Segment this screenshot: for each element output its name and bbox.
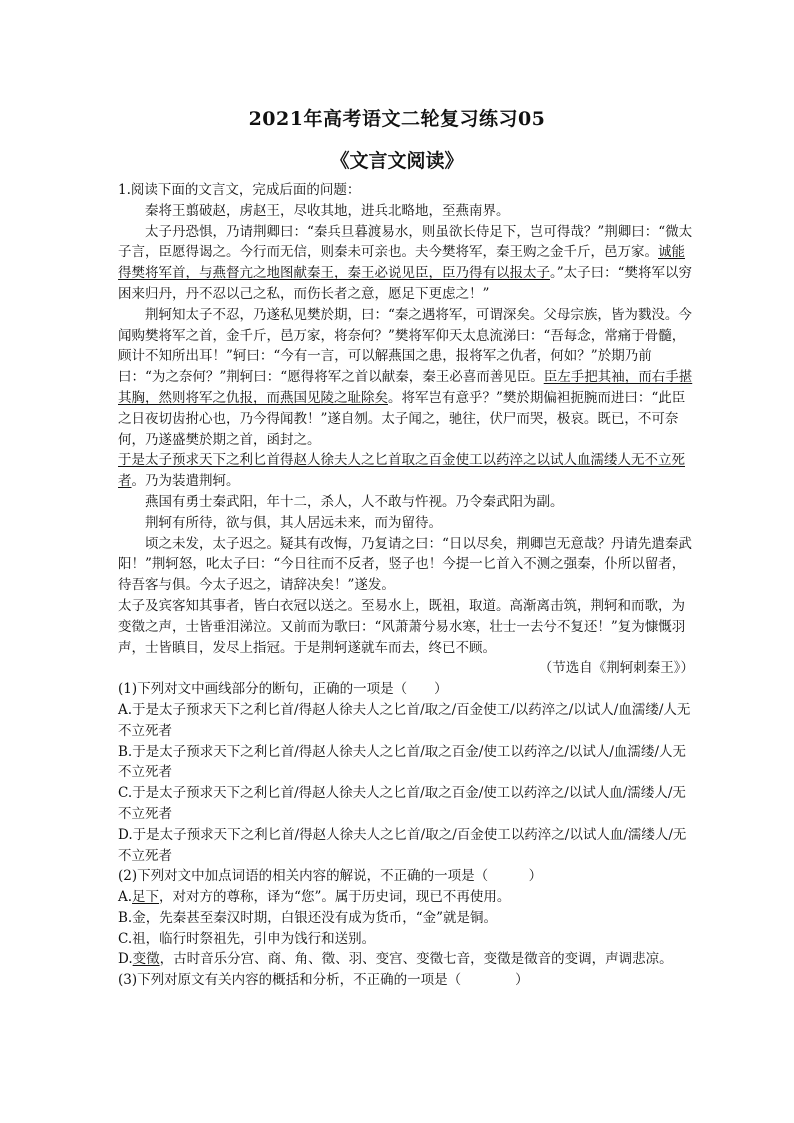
underlined-sentence-1: 诚能得樊将军首，与燕督亢之地图献秦王，秦王必说见臣，臣乃得有以报太子 [118,244,685,282]
subquestion-2-option-b: B.金，先秦甚至秦汉时期，白银还没有成为货币，“金”就是铜。 [118,909,498,926]
dotted-term: 变徵 [132,951,160,968]
passage-text: 。”太子曰：“樊将军以穷困来归丹，丹不忍以己之私，而伤长者之意，愿足下更虑之！” [118,265,693,302]
passage-paragraph-7: 顷之未发，太子迟之。疑其有改悔，乃复请之曰：“日以尽矣，荆卿岂无意哉？丹请先遣秦武阳！”荆轲怒，叱太子曰：“今日往而不反者，竖子也！今提一匕首入不测之强秦，仆所以留者，待吾客与俱。今太子迟之，请辞决矣！”遂发。 [118,535,692,594]
option-text: ，古时音乐分宫、商、角、徵、羽、变宫、变徵七音，变徵是徵音的变调，声调悲凉。 [159,951,673,968]
passage-paragraph-5: 燕国有勇士秦武阳，年十二，杀人，人不敢与忤视。乃令秦武阳为副。 [145,493,564,510]
document-content [118,180,698,991]
subquestion-1-option-a: A.于是太子预求天下之利匕首/得赵人徐夫人之匕首/取之/百金使工/以药淬之/以试人/血濡缕/人无不立死者 [118,701,691,739]
passage-text: 太子丹恐惧，乃请荆卿曰：“秦兵旦暮渡易水，则虽欲长侍足下，岂可得哉？”荆卿曰：“微太子言，臣愿得谒之。今行而无信，则秦未可亲也。夫今樊将军，秦王购之金千斤，邑万家。 [118,223,693,261]
passage-paragraph-2 [118,222,698,305]
subquestion-1-option-c: C.于是太子预求天下之利匕首/得赵人徐夫人之匕首/取之百金/使工以药淬之/以试人血/濡缕人/无不立死者 [118,785,686,822]
passage-paragraph-4 [118,450,698,492]
option-text: ，对对方的尊称，译为“您”。属于历史词，现已不再使用。 [159,889,511,906]
passage-paragraph-1: 秦将王翦破赵，虏赵王，尽收其地，进兵北略地，至燕南界。 [145,202,510,219]
page-subtitle: 《文言文阅读》 [330,150,464,172]
subquestion-2-option-a [118,887,698,908]
passage-text: 荆轲知太子不忍，乃遂私见樊於期，曰：“秦之遇将军，可谓深矣。父母宗族，皆为戮没。今闻购樊将军之首，金千斤，邑万家，将奈何？”樊将军仰天太息流涕曰：“吾每念，常痛于骨髓，顾计不知所出耳！”轲曰：“今有一言，可以解燕国之患，报将军之仇者，何如？”於期乃前曰：“为之奈何？”荆轲曰：“愿得将军之首以献秦，秦王必喜而善见臣。 [118,306,692,386]
question-prompt: 1.阅读下面的文言文，完成后面的问题： [118,182,361,198]
subquestion-2-option-d [118,949,698,970]
subquestion-2-option-c: C.祖，临行时祭祖先，引申为饯行和送别。 [118,930,376,947]
passage-text: 。乃为装遣荆轲。 [131,473,240,490]
option-letter: A. [118,889,133,906]
subquestion-1-option-b: B.于是太子预求天下之利匕首/得赵人徐夫人之匕首/取之百金/使工以药淬之/以试人/血濡缕/人无不立死者 [118,743,687,781]
passage-paragraph-3 [118,305,698,451]
underlined-sentence-3: 于是太子预求天下之利匕首得赵人徐夫人之匕首取之百金使工以药淬之以试人血濡缕人无不立死者 [118,452,685,490]
passage-paragraph-6: 荆轲有所待，欲与俱，其人居远未来，而为留待。 [145,514,442,531]
passage-source: （节选自《荆轲刺秦王》） [538,660,694,677]
underlined-sentence-2: 臣左手把其袖，而右手揕其胸，然则将军之仇报，而燕国见陵之耻除矣 [118,369,693,406]
subquestion-1-option-d: D.于是太子预求天下之利匕首/得赵人徐夫人之匕首/取之/百金使工以药淬之/以试人血/濡缕人/无不立死者 [118,826,687,864]
subquestion-2-stem: (2)下列对文中加点词语的相关内容的解说，不正确的一项是（ ） [118,868,543,885]
option-letter: D. [118,951,133,968]
subquestion-1-stem: (1)下列对文中画线部分的断句，正确的一项是（ ） [118,681,448,698]
page-title: 2021年高考语文二轮复习练习05 [248,108,546,130]
subquestion-3-stem: (3)下列对原文有关内容的概括和分析，不正确的一项是（ ） [118,972,529,989]
dotted-term: 足下 [132,889,160,906]
passage-text: 。将军岂有意乎？”樊於期偏袒扼腕而进曰：“此臣之日夜切齿拊心也，乃今得闻教！”遂自刎。太子闻之，驰往，伏尸而哭，极哀。既已，不可奈何，乃遂盛樊於期之首，函封之。 [118,389,686,448]
passage-paragraph-8: 太子及宾客知其事者，皆白衣冠以送之。至易水上，既祖，取道。高渐离击筑，荆轲和而歌，为变徵之声，士皆垂泪涕泣。又前而为歌曰：“风萧萧兮易水寒，壮士一去兮不复还！”复为慷慨羽声，士皆瞋目，发尽上指冠。于是荆轲遂就车而去，终已不顾。 [118,597,686,656]
